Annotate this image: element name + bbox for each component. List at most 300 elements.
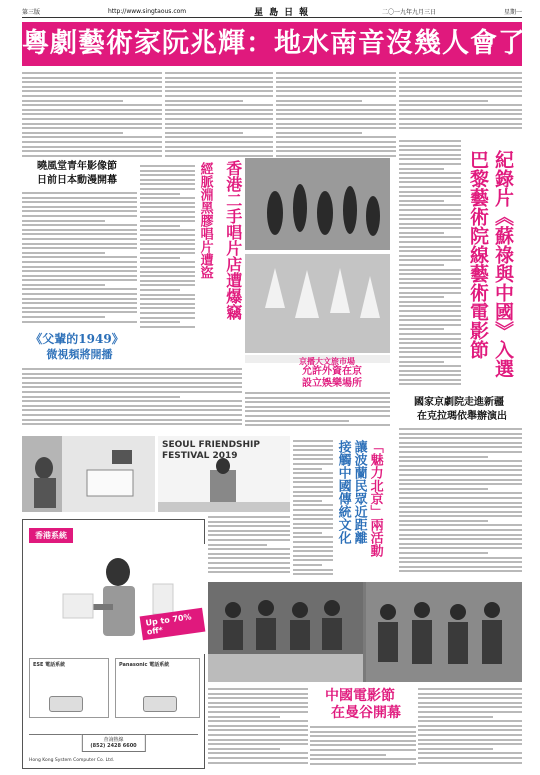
text-line bbox=[22, 266, 137, 268]
text-line bbox=[22, 141, 162, 143]
text-line bbox=[208, 734, 308, 736]
text-line bbox=[165, 95, 273, 97]
text-line bbox=[22, 275, 137, 277]
text-line bbox=[399, 319, 461, 321]
text-line bbox=[140, 220, 195, 222]
text-line bbox=[399, 543, 522, 545]
phone-product-icon bbox=[49, 696, 83, 712]
text-line bbox=[22, 210, 137, 212]
text-line bbox=[140, 206, 195, 208]
text-line bbox=[208, 557, 290, 559]
text-line bbox=[399, 282, 461, 284]
text-line bbox=[140, 225, 180, 227]
text-line bbox=[208, 762, 308, 764]
text-line bbox=[22, 243, 137, 245]
text-line bbox=[140, 275, 195, 277]
text-line bbox=[208, 544, 267, 546]
article-text-right-top bbox=[276, 72, 396, 160]
text-line bbox=[22, 95, 162, 97]
text-line bbox=[293, 500, 322, 502]
text-line bbox=[293, 541, 333, 543]
text-line bbox=[399, 241, 461, 243]
text-line bbox=[22, 233, 137, 235]
text-line bbox=[399, 379, 461, 381]
text-line bbox=[293, 527, 333, 529]
film-festival-photo bbox=[208, 582, 522, 682]
text-line bbox=[140, 243, 195, 245]
text-line bbox=[22, 86, 162, 88]
text-line bbox=[22, 396, 180, 398]
text-line bbox=[276, 113, 396, 115]
text-line bbox=[245, 420, 349, 422]
text-line bbox=[22, 261, 137, 263]
text-line bbox=[208, 553, 290, 555]
text-line bbox=[399, 113, 522, 115]
text-line bbox=[293, 518, 333, 520]
text-line bbox=[245, 415, 390, 417]
text-line bbox=[140, 321, 180, 323]
capital-article-text bbox=[245, 392, 390, 432]
text-line bbox=[22, 220, 105, 222]
text-line bbox=[399, 204, 461, 206]
text-line bbox=[245, 406, 390, 408]
text-line bbox=[208, 729, 308, 731]
text-line bbox=[399, 538, 522, 540]
text-line bbox=[399, 356, 461, 358]
text-line bbox=[293, 468, 322, 470]
text-line bbox=[399, 292, 461, 294]
dance-performance-photo bbox=[245, 158, 390, 353]
text-line bbox=[293, 523, 333, 525]
text-line bbox=[399, 460, 522, 462]
article-text-left-top bbox=[22, 72, 162, 160]
text-line bbox=[22, 256, 137, 258]
text-line bbox=[22, 368, 242, 370]
text-line bbox=[165, 155, 273, 157]
text-line bbox=[208, 739, 308, 741]
father-1949-headline: 《父輩的1949》 bbox=[30, 332, 124, 346]
text-line bbox=[22, 423, 242, 425]
office-photo bbox=[22, 436, 155, 512]
text-line bbox=[276, 155, 396, 157]
text-line bbox=[399, 566, 522, 568]
text-line bbox=[22, 100, 123, 102]
text-line bbox=[22, 311, 137, 313]
text-line bbox=[165, 123, 273, 125]
text-line bbox=[140, 298, 195, 300]
text-line bbox=[22, 252, 105, 254]
mid-article-text bbox=[22, 368, 242, 432]
text-line bbox=[310, 744, 416, 746]
article-text-mid-top bbox=[165, 72, 273, 160]
text-line bbox=[399, 278, 461, 280]
text-line bbox=[310, 758, 416, 760]
text-line bbox=[293, 573, 333, 575]
text-line bbox=[418, 706, 522, 708]
text-line bbox=[293, 564, 322, 566]
text-line bbox=[310, 763, 416, 765]
text-line bbox=[399, 324, 461, 326]
anime-festival-headline: 曉風堂青年影像節 日前日本動漫開幕 bbox=[37, 161, 117, 186]
text-line bbox=[293, 454, 333, 456]
text-line bbox=[418, 725, 522, 727]
seoul-festival-photo bbox=[158, 436, 290, 512]
capital-market-headline: 京播大文旅市場 bbox=[299, 356, 355, 366]
text-line bbox=[399, 488, 488, 490]
text-line bbox=[399, 456, 488, 458]
text-line bbox=[399, 218, 461, 220]
text-line bbox=[22, 298, 137, 300]
text-line bbox=[165, 72, 273, 74]
text-line bbox=[245, 397, 390, 399]
text-line bbox=[276, 100, 362, 102]
text-line bbox=[399, 95, 522, 97]
text-line bbox=[293, 491, 333, 493]
text-line bbox=[399, 223, 461, 225]
text-line bbox=[22, 127, 162, 129]
text-line bbox=[418, 702, 522, 704]
film-festival-headline-line1: 中國電影節 bbox=[325, 688, 395, 704]
text-line bbox=[418, 716, 493, 718]
text-line bbox=[140, 179, 195, 181]
beijing-headline-line3: 接觸中國傳統文化 bbox=[335, 440, 351, 544]
text-line bbox=[399, 474, 522, 476]
text-line bbox=[22, 288, 137, 290]
text-line bbox=[399, 342, 461, 344]
text-line bbox=[418, 720, 522, 722]
xinjiang-headline-line1: 國家京劇院走進新疆 bbox=[414, 397, 504, 408]
text-line bbox=[140, 197, 195, 199]
text-line bbox=[399, 287, 461, 289]
text-line bbox=[22, 321, 137, 323]
text-line bbox=[208, 525, 290, 527]
text-line bbox=[418, 739, 522, 741]
text-line bbox=[399, 370, 461, 372]
text-line bbox=[276, 132, 362, 134]
text-line bbox=[276, 146, 396, 148]
text-line bbox=[22, 386, 242, 388]
text-line bbox=[310, 740, 416, 742]
text-line bbox=[208, 702, 308, 704]
text-line bbox=[276, 72, 396, 74]
text-line bbox=[399, 328, 444, 330]
text-line bbox=[208, 757, 308, 759]
ad-brand: 香港系統 bbox=[29, 528, 73, 543]
text-line bbox=[165, 77, 273, 79]
text-line bbox=[140, 193, 180, 195]
text-line bbox=[399, 154, 461, 156]
text-line bbox=[140, 307, 195, 309]
text-line bbox=[399, 383, 461, 385]
text-line bbox=[140, 261, 195, 263]
text-line bbox=[22, 132, 123, 134]
issue-date: 二〇一九年九月三日 bbox=[382, 9, 437, 16]
text-line bbox=[140, 234, 195, 236]
text-line bbox=[399, 534, 522, 536]
text-line bbox=[165, 136, 273, 138]
text-line bbox=[399, 301, 461, 303]
text-line bbox=[208, 548, 290, 550]
ad-address: Hong Kong System Computer Co. Ltd. bbox=[29, 758, 115, 763]
text-line bbox=[276, 77, 396, 79]
masthead: 星島日報 bbox=[254, 8, 315, 18]
text-line bbox=[399, 118, 522, 120]
text-line bbox=[399, 296, 444, 298]
text-line bbox=[293, 569, 333, 571]
text-line bbox=[399, 365, 461, 367]
text-line bbox=[399, 158, 461, 160]
text-line bbox=[22, 192, 137, 194]
contact-phone: (852) 2428 6600 bbox=[90, 743, 137, 749]
records-theft-headline: 香港二手唱片店遭爆竊 bbox=[223, 160, 243, 320]
text-line bbox=[399, 140, 461, 142]
weekday: 星期一 bbox=[503, 9, 522, 16]
text-line bbox=[399, 506, 522, 508]
text-line bbox=[399, 232, 444, 234]
text-line bbox=[140, 289, 180, 291]
ad-contact-box[interactable] bbox=[81, 734, 145, 752]
text-line bbox=[140, 239, 195, 241]
records-article-text bbox=[140, 165, 195, 333]
text-line bbox=[22, 104, 162, 106]
site-url[interactable]: http://www.singtaous.com bbox=[107, 8, 187, 15]
text-line bbox=[399, 442, 522, 444]
text-line bbox=[208, 697, 308, 699]
text-line bbox=[208, 530, 290, 532]
text-line bbox=[140, 271, 195, 273]
text-line bbox=[208, 521, 290, 523]
text-line bbox=[22, 201, 137, 203]
text-line bbox=[399, 104, 522, 106]
text-line bbox=[293, 445, 333, 447]
text-line bbox=[399, 264, 444, 266]
text-line bbox=[22, 81, 162, 83]
text-line bbox=[22, 123, 162, 125]
text-line bbox=[22, 279, 137, 281]
text-line bbox=[208, 539, 290, 541]
text-line bbox=[140, 266, 195, 268]
text-line bbox=[165, 127, 273, 129]
text-line bbox=[399, 191, 461, 193]
text-line bbox=[399, 351, 461, 353]
text-line bbox=[140, 252, 195, 254]
telephone-operator-illustration bbox=[23, 544, 206, 654]
text-line bbox=[399, 469, 522, 471]
text-line bbox=[22, 377, 242, 379]
text-line bbox=[399, 195, 461, 197]
text-line bbox=[22, 215, 137, 217]
text-line bbox=[399, 227, 461, 229]
text-line bbox=[165, 90, 273, 92]
text-line bbox=[399, 310, 461, 312]
text-line bbox=[245, 392, 390, 394]
text-line bbox=[165, 150, 273, 152]
text-line bbox=[399, 547, 522, 549]
xinjiang-article-text bbox=[399, 428, 522, 576]
text-line bbox=[208, 562, 290, 564]
text-line bbox=[22, 72, 162, 74]
text-line bbox=[293, 463, 333, 465]
text-line bbox=[399, 109, 522, 111]
text-line bbox=[22, 136, 162, 138]
text-line bbox=[399, 86, 522, 88]
text-line bbox=[22, 302, 137, 304]
text-line bbox=[399, 347, 461, 349]
text-line bbox=[399, 333, 461, 335]
text-line bbox=[399, 428, 522, 430]
text-line bbox=[22, 405, 242, 407]
text-line bbox=[165, 113, 273, 115]
text-line bbox=[165, 109, 273, 111]
text-line bbox=[276, 81, 396, 83]
text-line bbox=[22, 391, 242, 393]
text-line bbox=[399, 479, 522, 481]
text-line bbox=[140, 284, 195, 286]
text-line bbox=[208, 711, 308, 713]
text-line bbox=[293, 546, 333, 548]
anime-article-text bbox=[22, 192, 137, 328]
text-line bbox=[22, 197, 137, 199]
text-line bbox=[245, 424, 390, 426]
text-line bbox=[293, 550, 333, 552]
text-line bbox=[399, 177, 461, 179]
text-line bbox=[399, 172, 461, 174]
text-line bbox=[399, 465, 522, 467]
text-line bbox=[399, 255, 461, 257]
text-line bbox=[140, 202, 195, 204]
text-line bbox=[293, 559, 333, 561]
text-line bbox=[399, 163, 461, 165]
text-line bbox=[22, 77, 162, 79]
text-line bbox=[22, 146, 162, 148]
text-line bbox=[276, 109, 396, 111]
text-line bbox=[140, 165, 195, 167]
text-line bbox=[276, 123, 396, 125]
text-line bbox=[208, 752, 308, 754]
text-line bbox=[399, 437, 522, 439]
text-line bbox=[208, 688, 308, 690]
text-line bbox=[276, 90, 396, 92]
text-line bbox=[399, 72, 522, 74]
text-line bbox=[276, 118, 396, 120]
text-line bbox=[245, 401, 390, 403]
text-line bbox=[22, 109, 162, 111]
contact-label: 查詢熱線 bbox=[103, 737, 124, 743]
text-line bbox=[399, 561, 522, 563]
text-line bbox=[399, 90, 522, 92]
text-line bbox=[418, 743, 522, 745]
text-line bbox=[22, 373, 242, 375]
text-line bbox=[399, 145, 461, 147]
text-line bbox=[418, 693, 522, 695]
main-headline: 粵劇藝術家阮兆輝：地水南音沒幾人會了 bbox=[22, 22, 522, 66]
text-line bbox=[208, 720, 308, 722]
text-line bbox=[22, 270, 137, 272]
text-line bbox=[140, 183, 195, 185]
text-line bbox=[399, 492, 522, 494]
text-line bbox=[310, 731, 416, 733]
text-line bbox=[22, 400, 242, 402]
text-line bbox=[399, 181, 461, 183]
text-line bbox=[399, 77, 522, 79]
text-line bbox=[399, 361, 444, 363]
beijing-article-text bbox=[293, 440, 333, 580]
text-line bbox=[418, 697, 522, 699]
text-line bbox=[418, 734, 522, 736]
text-line bbox=[140, 174, 195, 176]
text-line bbox=[22, 293, 137, 295]
text-line bbox=[276, 86, 396, 88]
hong-kong-system-advertisement[interactable] bbox=[22, 519, 205, 769]
text-line bbox=[293, 481, 333, 483]
text-line bbox=[418, 688, 522, 690]
text-line bbox=[399, 236, 461, 238]
text-line bbox=[310, 754, 386, 756]
text-line bbox=[399, 246, 461, 248]
text-line bbox=[293, 449, 333, 451]
text-line bbox=[208, 725, 308, 727]
text-line bbox=[293, 555, 333, 557]
capital-market-subheadline: 允許外資在京 設立娛樂場所 bbox=[302, 366, 362, 389]
text-line bbox=[418, 757, 522, 759]
text-line bbox=[22, 90, 162, 92]
text-line bbox=[293, 514, 333, 516]
text-line bbox=[140, 280, 195, 282]
text-line bbox=[399, 209, 461, 211]
text-line bbox=[208, 743, 308, 745]
text-line bbox=[399, 529, 522, 531]
text-line bbox=[310, 726, 416, 728]
seoul-banner: SEOUL FRIENDSHIP FESTIVAL 2019 bbox=[162, 440, 260, 461]
text-line bbox=[22, 206, 137, 208]
text-line bbox=[276, 141, 396, 143]
text-line bbox=[140, 326, 195, 328]
text-line bbox=[140, 303, 195, 305]
text-line bbox=[140, 188, 195, 190]
text-line bbox=[293, 477, 333, 479]
text-line bbox=[399, 100, 488, 102]
text-line bbox=[399, 168, 444, 170]
text-line bbox=[165, 100, 243, 102]
text-line bbox=[399, 502, 522, 504]
text-line bbox=[399, 552, 488, 554]
ad-footer bbox=[29, 734, 198, 764]
ese-box-title: ESE 電話系統 bbox=[33, 662, 66, 668]
text-line bbox=[22, 316, 105, 318]
text-line bbox=[293, 458, 333, 460]
text-line bbox=[293, 472, 333, 474]
film-article-text-right bbox=[418, 688, 522, 770]
text-line bbox=[399, 123, 522, 125]
text-line bbox=[399, 149, 461, 151]
text-line bbox=[140, 257, 180, 259]
text-line bbox=[22, 382, 242, 384]
father-1949-subheadline: 微視頻將開播 bbox=[46, 348, 113, 361]
documentary-headline-line1: 紀錄片《蘇祿與中國》入選 bbox=[491, 150, 514, 378]
text-line bbox=[399, 273, 461, 275]
text-line bbox=[293, 536, 333, 538]
text-line bbox=[165, 104, 273, 106]
text-line bbox=[276, 127, 396, 129]
film-article-text-left bbox=[208, 688, 308, 770]
text-line bbox=[418, 729, 522, 731]
text-line bbox=[399, 269, 461, 271]
text-line bbox=[22, 150, 162, 152]
text-line bbox=[140, 317, 195, 319]
text-line bbox=[276, 104, 396, 106]
text-line bbox=[399, 315, 461, 317]
text-line bbox=[399, 127, 522, 129]
